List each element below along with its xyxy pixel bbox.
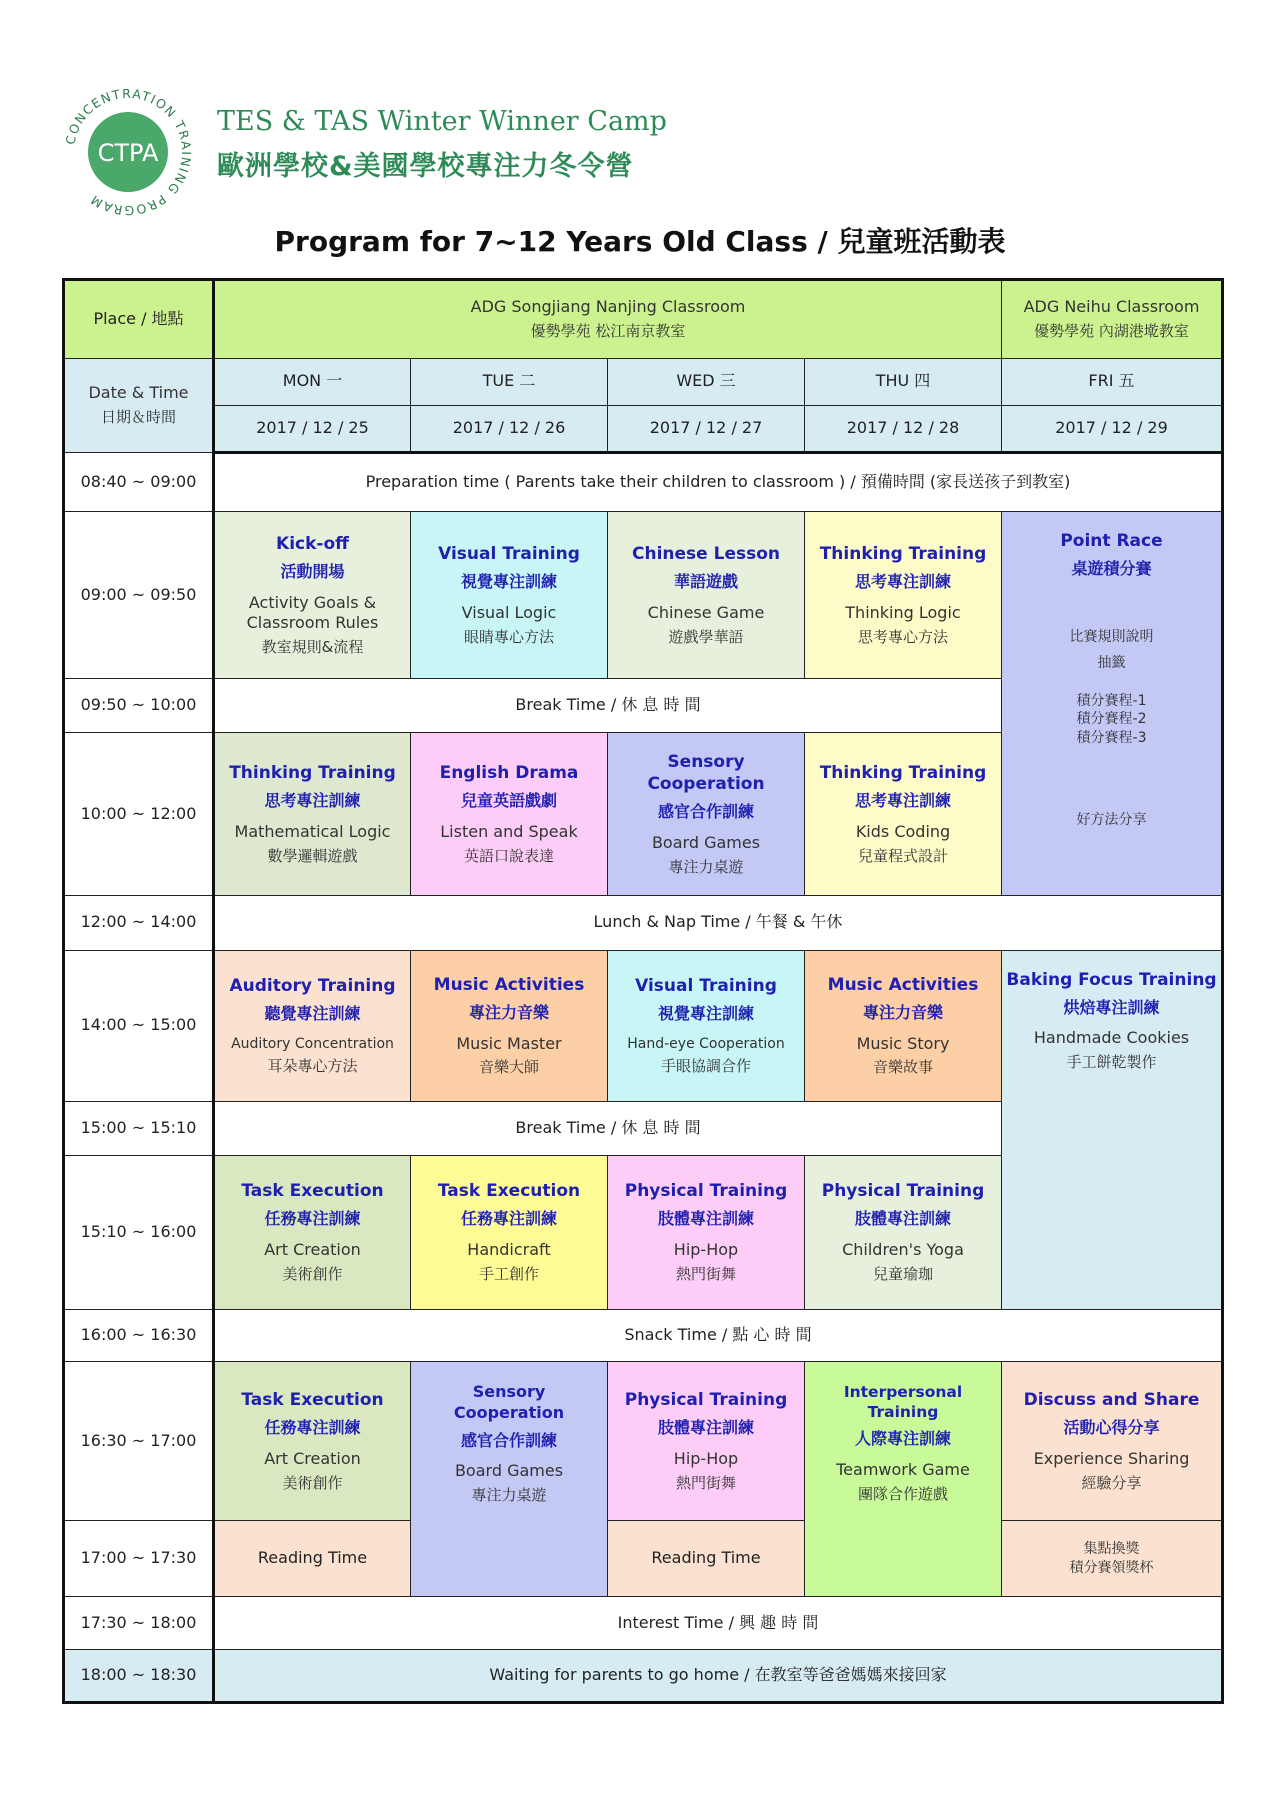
activity-desc-zh: 兒童程式設計 <box>857 846 948 865</box>
activity-title-en: Thinking Training <box>229 762 396 783</box>
activity-title-en: Sensory Cooperation <box>647 751 765 794</box>
activity-cell <box>805 1362 1002 1597</box>
time-cell: 15:10 ~ 16:00 <box>64 1156 214 1309</box>
activity-title-zh: 視覺專注訓練 <box>657 1004 754 1024</box>
activity-title-zh: 思考專注訓練 <box>854 572 951 592</box>
activity-desc-zh: 經驗分享 <box>1081 1473 1142 1492</box>
time-cell: 09:00 ~ 09:50 <box>64 511 214 678</box>
point-race-item: 好方法分享 <box>1076 811 1147 828</box>
point-race-cell <box>1002 511 1223 895</box>
activity-desc-zh: 兒童瑜珈 <box>872 1265 933 1284</box>
row-1630 <box>64 1362 1223 1521</box>
activity-desc-en: Auditory Concentration <box>231 1035 394 1052</box>
activity-desc-en: Experience Sharing <box>1033 1448 1190 1468</box>
activity-title-zh: 思考專注訓練 <box>854 790 951 810</box>
activity-title-en: Thinking Training <box>819 544 987 565</box>
activity-cell <box>411 1156 608 1309</box>
activity-title-en: English Drama <box>439 762 579 783</box>
activity-title-en: Physical Training <box>624 1390 788 1411</box>
activity-title-zh: 任務專注訓練 <box>460 1209 557 1229</box>
activity-desc-zh: 手眼協調合作 <box>660 1057 751 1076</box>
activity-title-en: Music Activities <box>827 974 979 995</box>
activity-title-zh: 思考專注訓練 <box>264 790 361 810</box>
activity-cell <box>411 511 608 678</box>
activity-desc-zh: 英語口說表達 <box>463 846 554 865</box>
activity-title-en: Thinking Training <box>819 762 987 783</box>
reading-time: Reading Time <box>214 1521 411 1597</box>
activity-desc-en-2: Classroom Rules <box>246 613 379 633</box>
activity-desc-zh: 專注力桌遊 <box>668 857 744 876</box>
activity-desc-en: Board Games <box>454 1461 564 1481</box>
activity-desc-en: Handicraft <box>467 1240 551 1260</box>
activity-desc-en: Hip-Hop <box>673 1240 739 1260</box>
activity-desc-zh: 專注力桌遊 <box>471 1486 547 1505</box>
activity-title-zh: 任務專注訓練 <box>264 1418 361 1438</box>
activity-desc-zh: 美術創作 <box>282 1265 343 1284</box>
datetime-label <box>64 358 214 453</box>
point-race-item: 積分賽程-2 <box>1076 711 1147 728</box>
point-race-item: 積分賽程-1 <box>1076 693 1147 710</box>
time-cell: 08:40 ~ 09:00 <box>64 453 214 511</box>
activity-title-zh: 感官合作訓練 <box>460 1430 557 1450</box>
time-cell: 17:30 ~ 18:00 <box>64 1596 214 1649</box>
activity-title-en: Chinese Lesson <box>632 544 780 565</box>
day-name: THU 四 <box>805 358 1002 405</box>
activity-desc-en: Chinese Game <box>647 602 765 622</box>
time-cell: 15:00 ~ 15:10 <box>64 1101 214 1155</box>
time-cell: 16:00 ~ 16:30 <box>64 1309 214 1361</box>
activity-desc-zh: 熱門街舞 <box>675 1473 736 1492</box>
place-row <box>64 280 1223 359</box>
place-neihu-en: ADG Neihu Classroom <box>1023 297 1200 317</box>
award-line: 集點換獎 <box>1083 1541 1140 1558</box>
camp-name-en: TES & TAS Winter Winner Camp <box>217 106 667 137</box>
activity-desc-en: Music Story <box>856 1033 950 1053</box>
point-race-item: 抽籤 <box>1097 655 1126 671</box>
activity-desc-zh: 思考專心方法 <box>857 627 948 646</box>
day-name: WED 三 <box>608 358 805 405</box>
activity-desc-zh: 美術創作 <box>282 1473 343 1492</box>
row-0840 <box>64 453 1223 511</box>
activity-cell <box>214 1362 411 1521</box>
activity-desc-en: Mathematical Logic <box>234 821 391 841</box>
snack-time: Snack Time / 點 心 時 間 <box>214 1309 1223 1361</box>
activity-title-zh: 兒童英語戲劇 <box>460 790 557 810</box>
activity-desc-en: Music Master <box>456 1033 562 1053</box>
activity-desc-zh: 手工創作 <box>478 1265 539 1284</box>
activity-cell <box>411 732 608 895</box>
activity-cell <box>411 1362 608 1597</box>
activity-cell <box>214 732 411 895</box>
ctpa-logo <box>62 86 194 218</box>
place-songjiang-en: ADG Songjiang Nanjing Classroom <box>470 297 746 317</box>
activity-cell <box>805 732 1002 895</box>
activity-title-zh: 任務專注訓練 <box>264 1209 361 1229</box>
activity-title-en: Task Execution <box>241 1390 384 1411</box>
activity-desc-zh: 教室規則&流程 <box>261 638 364 657</box>
activity-desc-en: Teamwork Game <box>836 1460 970 1480</box>
activity-title-zh: 肢體專注訓練 <box>657 1418 754 1438</box>
day-name: MON 一 <box>214 358 411 405</box>
activity-desc-zh: 手工餅乾製作 <box>1066 1053 1157 1072</box>
activity-desc-en: Activity Goals & <box>248 592 377 612</box>
place-songjiang-zh: 優勢學苑 松江南京教室 <box>530 321 686 340</box>
logo-text: CTPA <box>97 139 159 167</box>
activity-desc-en: Children's Yoga <box>842 1240 964 1260</box>
datetime-label-en: Date & Time <box>88 383 189 403</box>
day-date: 2017 / 12 / 28 <box>805 406 1002 453</box>
activity-title-en: Visual Training <box>438 544 580 565</box>
time-cell: 14:00 ~ 15:00 <box>64 950 214 1101</box>
award-cell <box>1002 1521 1223 1597</box>
activity-desc-en: Handmade Cookies <box>1033 1028 1190 1048</box>
point-race-item: 積分賽程-3 <box>1076 729 1147 746</box>
row-1730 <box>64 1596 1223 1649</box>
header <box>62 86 762 226</box>
activity-title-zh: 專注力音樂 <box>468 1002 549 1022</box>
activity-cell <box>805 511 1002 678</box>
time-cell: 16:30 ~ 17:00 <box>64 1362 214 1521</box>
activity-title-zh: 感官合作訓練 <box>657 802 754 821</box>
activity-title-en: Baking Focus Training <box>1006 969 1217 990</box>
activity-desc-zh: 音樂故事 <box>872 1058 933 1077</box>
activity-title-zh: 專注力音樂 <box>862 1002 943 1022</box>
activity-desc-zh: 團隊合作遊戲 <box>857 1484 948 1503</box>
time-cell: 12:00 ~ 14:00 <box>64 896 214 950</box>
schedule-table <box>62 278 1224 1704</box>
activity-title-en: Discuss and Share <box>1023 1390 1200 1411</box>
activity-desc-en: Kids Coding <box>855 821 951 841</box>
waiting-time: Waiting for parents to go home / 在教室等爸爸媽媽來接回家 <box>214 1650 1223 1703</box>
datetime-label-zh: 日期＆時間 <box>100 408 176 427</box>
place-label: Place / 地點 <box>64 280 214 359</box>
activity-desc-en: Visual Logic <box>461 602 557 622</box>
activity-cell <box>214 950 411 1101</box>
activity-cell <box>214 1156 411 1309</box>
activity-desc-en: Thinking Logic <box>845 602 961 622</box>
activity-desc-en: Listen and Speak <box>440 821 578 841</box>
activity-title-en: Interpersonal Training <box>843 1383 963 1422</box>
place-songjiang <box>214 280 1002 359</box>
activity-title-en: Kick-off <box>276 533 349 554</box>
activity-desc-en: Board Games <box>651 832 761 852</box>
break-time: Break Time / 休 息 時 間 <box>214 1101 1002 1155</box>
activity-title-en: Physical Training <box>624 1181 788 1202</box>
activity-cell <box>608 1156 805 1309</box>
activity-cell <box>608 950 805 1101</box>
time-cell: 09:50 ~ 10:00 <box>64 679 214 732</box>
activity-title-en: Point Race <box>1060 530 1163 551</box>
activity-cell <box>608 732 805 895</box>
day-date: 2017 / 12 / 26 <box>411 406 608 453</box>
day-date: 2017 / 12 / 29 <box>1002 406 1223 453</box>
activity-desc-en: Art Creation <box>264 1240 361 1260</box>
activity-title-zh: 桌遊積分賽 <box>1071 559 1152 579</box>
page-title: Program for 7~12 Years Old Class / 兒童班活動表 <box>274 225 1006 258</box>
camp-name-zh: 歐洲學校&美國學校專注力冬令營 <box>217 151 634 182</box>
interest-time: Interest Time / 興 趣 時 間 <box>214 1596 1223 1649</box>
time-cell: 17:00 ~ 17:30 <box>64 1521 214 1597</box>
activity-desc-en: Hip-Hop <box>673 1448 739 1468</box>
award-line: 積分賽領獎杯 <box>1069 1559 1154 1576</box>
activity-desc-en: Art Creation <box>264 1448 361 1468</box>
row-0900 <box>64 511 1223 678</box>
row-1400 <box>64 950 1223 1101</box>
activity-cell <box>214 511 411 678</box>
activity-cell <box>805 950 1002 1101</box>
activity-title-en: Physical Training <box>821 1181 985 1202</box>
lunch-time: Lunch & Nap Time / 午餐 & 午休 <box>214 896 1223 950</box>
activity-title-zh: 視覺專注訓練 <box>460 572 557 592</box>
time-cell: 10:00 ~ 12:00 <box>64 732 214 895</box>
activity-title-zh: 聽覺專注訓練 <box>264 1004 361 1024</box>
day-date: 2017 / 12 / 27 <box>608 406 805 453</box>
activity-cell <box>608 1362 805 1521</box>
activity-title-zh: 肢體專注訓練 <box>657 1209 754 1229</box>
reading-time: Reading Time <box>608 1521 805 1597</box>
time-cell: 18:00 ~ 18:30 <box>64 1650 214 1703</box>
activity-desc-zh: 熱門街舞 <box>675 1265 736 1284</box>
activity-title-en: Music Activities <box>433 974 585 995</box>
activity-title-en: Sensory Cooperation <box>453 1382 565 1422</box>
row-1200 <box>64 896 1223 950</box>
activity-title-en: Task Execution <box>241 1181 384 1202</box>
activity-desc-zh: 音樂大師 <box>478 1058 539 1077</box>
row-1700 <box>64 1521 1223 1597</box>
row-1800 <box>64 1650 1223 1703</box>
place-neihu <box>1002 280 1223 359</box>
activity-desc-en: Hand-eye Cooperation <box>627 1035 785 1052</box>
row-1600 <box>64 1309 1223 1361</box>
place-neihu-zh: 優勢學苑 內湖港墘教室 <box>1034 321 1189 340</box>
activity-title-zh: 人際專注訓練 <box>854 1429 951 1449</box>
activity-title-en: Task Execution <box>437 1181 581 1202</box>
day-row <box>64 358 1223 405</box>
activity-desc-zh: 耳朵專心方法 <box>267 1057 358 1076</box>
activity-title-zh: 活動心得分享 <box>1063 1418 1160 1438</box>
date-row <box>64 406 1223 453</box>
activity-cell <box>411 950 608 1101</box>
baking-cell <box>1002 950 1223 1309</box>
day-name: TUE 二 <box>411 358 608 405</box>
activity-desc-zh: 眼睛專心方法 <box>463 627 554 646</box>
activity-title-en: Auditory Training <box>229 975 396 996</box>
logo-ring-text: CONCENTRATION TRAINING PROGRAM <box>62 86 194 218</box>
point-race-item: 比賽規則說明 <box>1069 628 1154 645</box>
activity-title-zh: 活動開場 <box>280 561 345 581</box>
activity-cell <box>805 1156 1002 1309</box>
prep-time: Preparation time ( Parents take their children to classroom ) / 預備時間 (家長送孩子到教室) <box>214 453 1223 511</box>
activity-title-zh: 肢體專注訓練 <box>854 1209 951 1229</box>
activity-title-en: Visual Training <box>635 975 777 996</box>
activity-desc-zh: 數學邏輯遊戲 <box>267 846 358 865</box>
day-name: FRI 五 <box>1002 358 1223 405</box>
activity-cell <box>1002 1362 1223 1521</box>
activity-title-zh: 烘焙專注訓練 <box>1063 997 1160 1017</box>
activity-cell <box>608 511 805 678</box>
activity-desc-zh: 遊戲學華語 <box>668 627 744 646</box>
day-date: 2017 / 12 / 25 <box>214 406 411 453</box>
break-time: Break Time / 休 息 時 間 <box>214 679 1002 732</box>
activity-title-zh: 華語遊戲 <box>673 572 738 592</box>
